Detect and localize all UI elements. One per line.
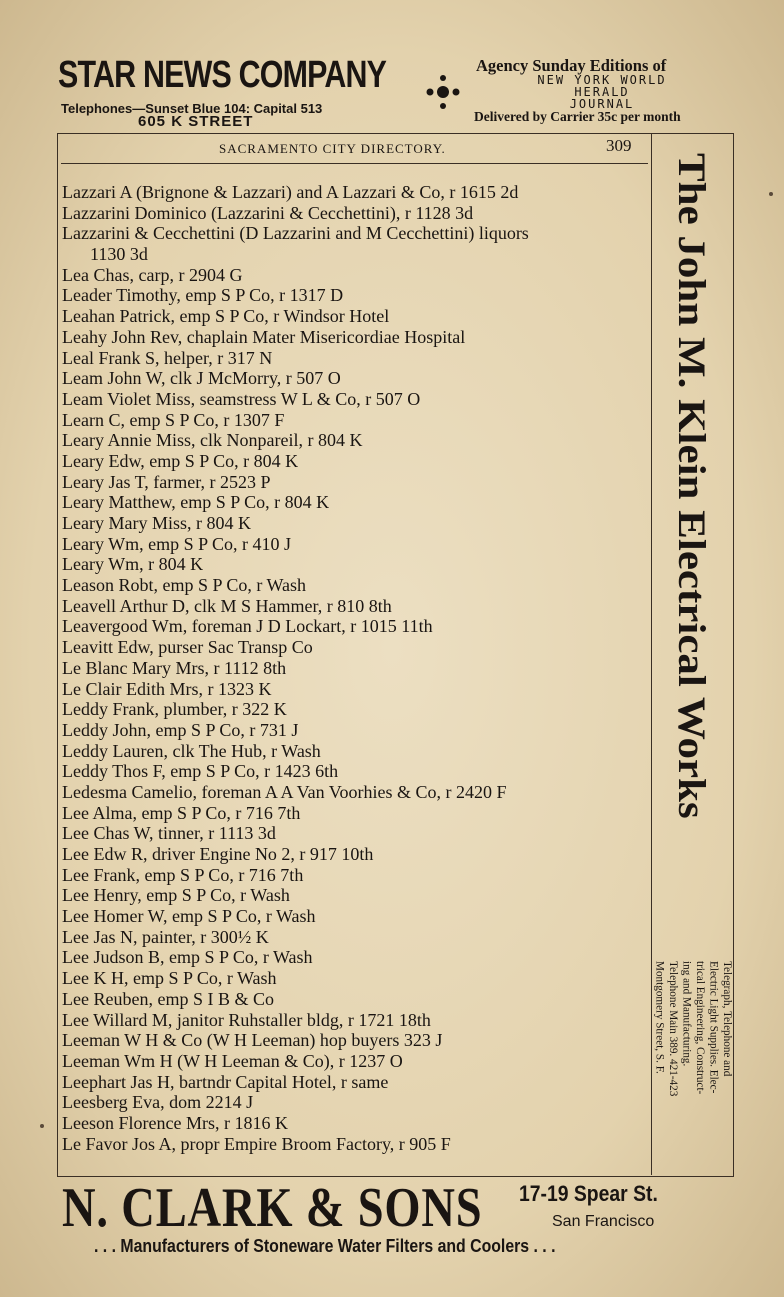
directory-entry: Lee Judson B, emp S P Co, r Wash xyxy=(62,947,313,968)
klein-detail-line: Montgomery Street, S. F. xyxy=(653,961,666,1074)
directory-entry: Learn C, emp S P Co, r 1307 F xyxy=(62,409,285,430)
directory-entry: Leavitt Edw, purser Sac Transp Co xyxy=(62,637,313,658)
paper-name: HERALD xyxy=(574,85,630,99)
directory-entry: Leader Timothy, emp S P Co, r 1317 D xyxy=(62,285,344,306)
directory-entry: Lee Jas N, painter, r 300½ K xyxy=(62,926,269,947)
klein-detail-line: Telephone Main 389. 421-423 xyxy=(667,961,679,1097)
directory-entry: Leary Jas T, farmer, r 2523 P xyxy=(62,471,271,492)
directory-entry: Leddy Lauren, clk The Hub, r Wash xyxy=(62,740,321,761)
paper-blemish xyxy=(40,1124,44,1128)
klein-detail-line: ing and Manufacturing. xyxy=(680,961,693,1067)
directory-entry: Leam Violet Miss, seamstress W L & Co, r 507 O xyxy=(62,388,421,409)
directory-entry: Leary Annie Miss, clk Nonpareil, r 804 K xyxy=(62,430,363,451)
paper-name: NEW YORK WORLD xyxy=(537,73,667,87)
directory-entry: Lee Reuben, emp S I B & Co xyxy=(62,988,274,1009)
directory-entry: Lee Chas W, tinner, r 1113 3d xyxy=(62,823,276,844)
directory-entry: Leason Robt, emp S P Co, r Wash xyxy=(62,575,307,596)
paper-name: JOURNAL xyxy=(569,97,635,111)
klein-detail-line: trical Engineering, Construct- xyxy=(694,961,706,1095)
directory-entry: Leavergood Wm, foreman J D Lockart, r 1015 11th xyxy=(62,616,433,637)
directory-entry: Leary Mary Miss, r 804 K xyxy=(62,513,251,533)
directory-entry: Le Blanc Mary Mrs, r 1112 8th xyxy=(62,657,287,678)
directory-entry: Lee Frank, emp S P Co, r 716 7th xyxy=(62,864,304,885)
directory-entry: Leephart Jas H, bartndr Capital Hotel, r same xyxy=(62,1071,389,1092)
ornament-icon xyxy=(423,72,463,112)
klein-electrical-title: The John M. Klein Electrical Works xyxy=(669,153,714,819)
directory-entry: Leeman Wm H (W H Leeman & Co), r 1237 O xyxy=(62,1050,403,1071)
directory-entry: Lazzarini Dominico (Lazzarini & Cecchettini), r 1128 3d xyxy=(62,202,474,223)
directory-entries xyxy=(62,182,652,1154)
directory-entry: Ledesma Camelio, foreman A A Van Voorhies & Co, r 2420 F xyxy=(62,781,507,802)
directory-entry: Leam John W, clk J McMorry, r 507 O xyxy=(62,368,341,389)
star-news-advertisement xyxy=(0,0,784,135)
directory-entry-continuation: 1130 3d xyxy=(90,244,148,265)
directory-entry: Leary Wm, r 804 K xyxy=(62,554,204,575)
page-number: 309 xyxy=(606,136,632,155)
directory-entry: Leahy John Rev, chaplain Mater Misericordiae Hospital xyxy=(62,326,466,347)
directory-entry: Lazzarini & Cecchettini (D Lazzarini and M Cecchettini) liquors xyxy=(62,223,529,244)
header-rule xyxy=(61,163,648,164)
directory-entry: Leary Matthew, emp S P Co, r 804 K xyxy=(62,492,330,513)
klein-electrical-advertisement xyxy=(651,133,733,1175)
directory-entry: Leeson Florence Mrs, r 1816 K xyxy=(62,1112,288,1133)
directory-entry: Le Favor Jos A, propr Empire Broom Factory, r 905 F xyxy=(62,1133,451,1154)
directory-entry: Le Clair Edith Mrs, r 1323 K xyxy=(62,678,272,699)
directory-entry: Leesberg Eva, dom 2214 J xyxy=(62,1092,254,1113)
clark-sons-tagline: . . . Manufacturers of Stoneware Water Filters and Coolers . . . xyxy=(94,1236,556,1256)
directory-entry: Lee Willard M, janitor Ruhstaller bldg, r 1721 18th xyxy=(62,1009,431,1030)
running-head: SACRAMENTO CITY DIRECTORY. xyxy=(219,141,446,156)
directory-entry: Leal Frank S, helper, r 317 N xyxy=(62,347,273,368)
agency-sunday-editions: Agency Sunday Editions of xyxy=(476,56,667,75)
delivery-note: Delivered by Carrier 35c per month xyxy=(474,109,681,124)
clark-sons-city: San Francisco xyxy=(552,1213,655,1230)
klein-electrical-details xyxy=(653,961,733,1171)
star-news-telephones: Telephones—Sunset Blue 104: Capital 513 xyxy=(61,101,323,116)
star-news-address: 605 K STREET xyxy=(138,113,254,130)
directory-entry: Lee Edw R, driver Engine No 2, r 917 10th xyxy=(62,844,374,864)
klein-detail-line: Telegraph, Telephone and xyxy=(721,961,733,1077)
directory-entry: Leahan Patrick, emp S P Co, r Windsor Hotel xyxy=(62,306,390,327)
directory-entry: Leddy John, emp S P Co, r 731 J xyxy=(62,719,299,740)
directory-entry: Leddy Frank, plumber, r 322 K xyxy=(62,699,287,720)
directory-entry: Leavell Arthur D, clk M S Hammer, r 810 8th xyxy=(62,595,392,616)
directory-entry: Leary Edw, emp S P Co, r 804 K xyxy=(62,450,299,471)
directory-entry: Lee Henry, emp S P Co, r Wash xyxy=(62,885,290,906)
clark-sons-address: 17-19 Spear St. xyxy=(519,1181,658,1206)
directory-entry: Lee Alma, emp S P Co, r 716 7th xyxy=(62,802,301,823)
directory-entry: Leddy Thos F, emp S P Co, r 1423 6th xyxy=(62,761,339,782)
clark-sons-company-name: N. CLARK & SONS xyxy=(62,1177,483,1239)
directory-entry: Lee K H, emp S P Co, r Wash xyxy=(62,968,277,989)
directory-entry: Leeman W H & Co (W H Leeman) hop buyers 323 J xyxy=(62,1030,443,1051)
directory-entry: Lee Homer W, emp S P Co, r Wash xyxy=(62,906,316,927)
directory-entry: Leary Wm, emp S P Co, r 410 J xyxy=(62,533,291,554)
klein-detail-line: Electric Light Supplies. Elec- xyxy=(707,961,720,1094)
paper-blemish xyxy=(769,192,773,196)
star-news-company-name: STAR NEWS COMPANY xyxy=(58,54,387,96)
directory-entry: Lea Chas, carp, r 2904 G xyxy=(62,264,243,285)
directory-entry: Lazzari A (Brignone & Lazzari) and A Lazzari & Co, r 1615 2d xyxy=(62,182,519,202)
